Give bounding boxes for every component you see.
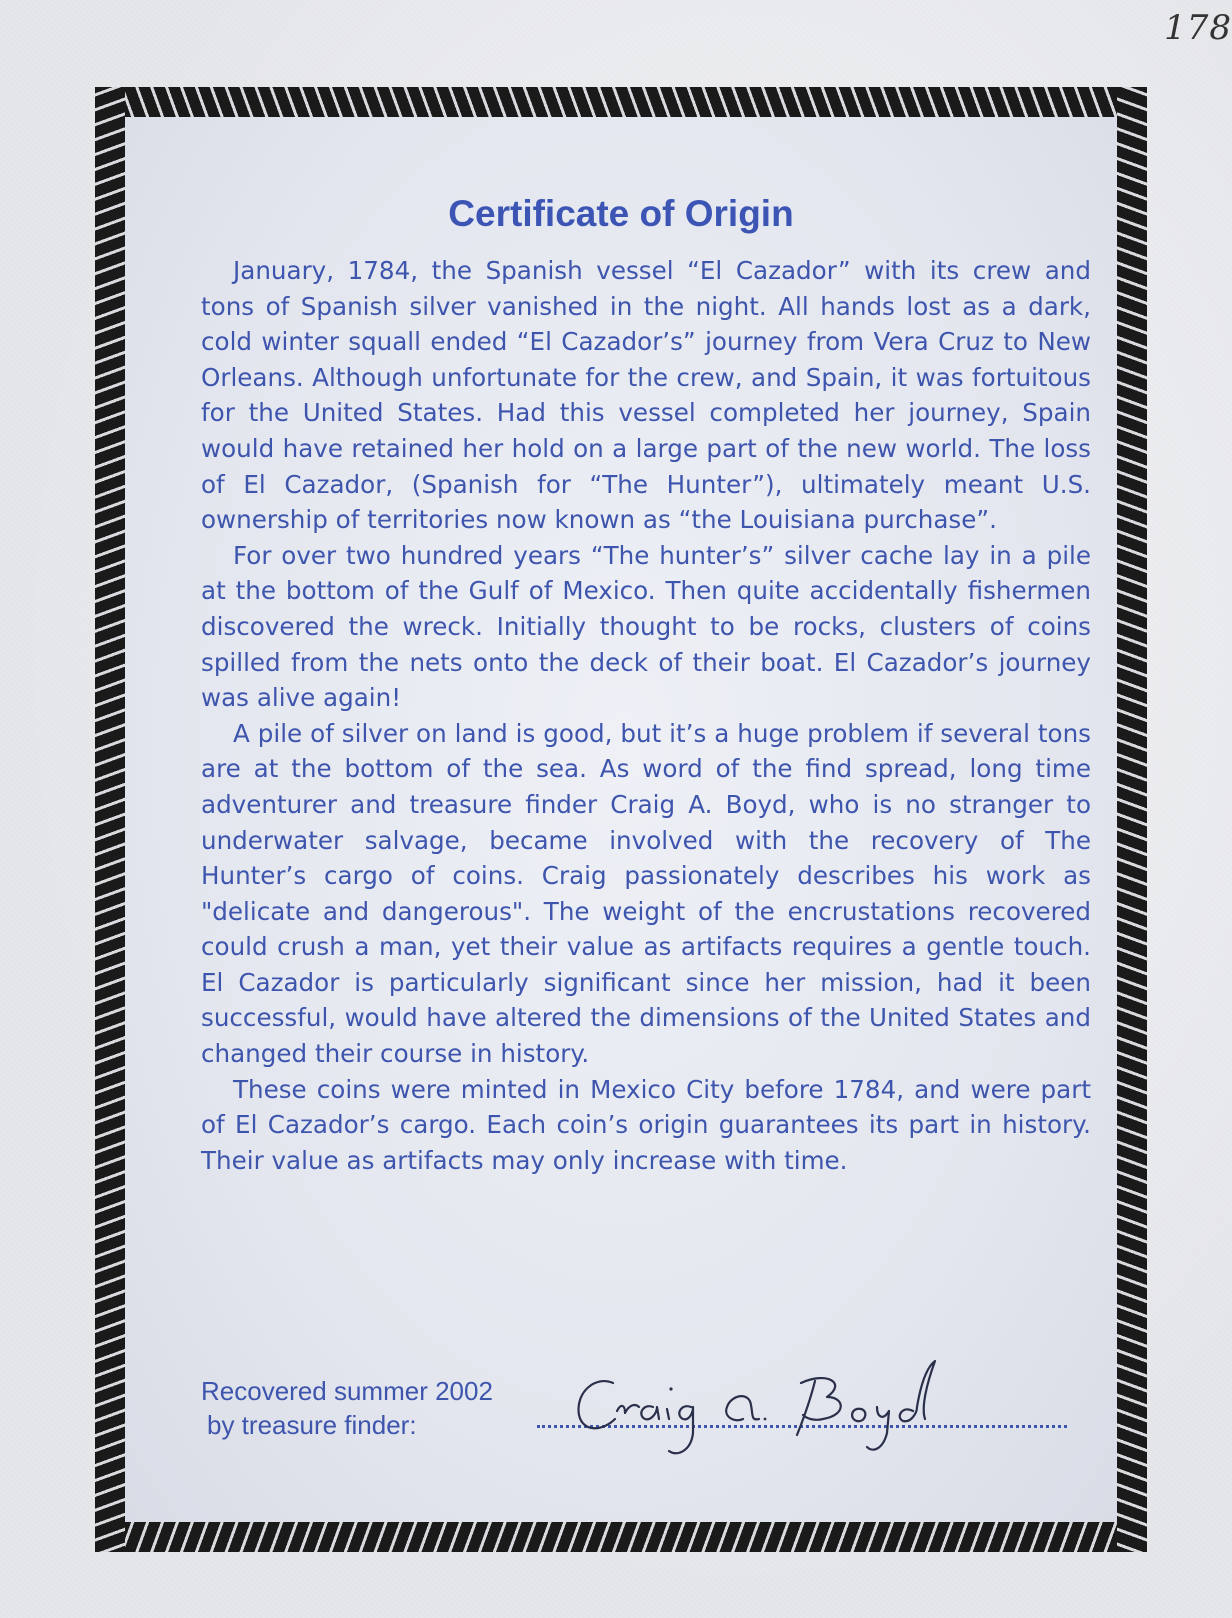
recovered-date-label: Recovered summer 2002 — [201, 1376, 493, 1406]
handwritten-corner-note: 178 — [1164, 8, 1232, 48]
handwritten-signature — [565, 1353, 1045, 1463]
paragraph-coins: These coins were minted in Mexico City before 1784, and were part of El Cazador’s cargo. Each coin’s origin guarantees its part in history. Their value as artifacts may only increase with time. — [201, 1074, 1091, 1175]
paragraph-discovery: For over two hundred years “The hunter’s” silver cache lay in a pile at the bottom of the Gulf of Mexico. Then quite accidentally fishermen discovered the wreck. Initially thought to be rocks, clusters of coins spilled from the nets onto the deck of their boat. El Cazador’s journey was alive again! — [201, 540, 1091, 713]
certificate-frame — [95, 87, 1147, 1552]
certificate-title: Certificate of Origin — [448, 193, 794, 234]
paragraph-history: January, 1784, the Spanish vessel “El Cazador” with its crew and tons of Spanish silver vanished in the night. All hands lost as a dark, cold winter squall ended “El Cazador’s” journey from Vera Cruz to New Orleans. Although unfortunate for the crew, and Spain, it was fortuitous for the United States. Had this vessel completed her journey, Spain would have retained her hold on a large part of the new world. The loss of El Cazador, (Spanish for “The Hunter”), ultimately meant U.S. ownership of territories now known as “the Louisiana purchase”. — [201, 256, 1091, 535]
certificate-text — [201, 253, 1091, 1178]
decorative-border-left — [95, 87, 125, 1552]
decorative-border-top — [95, 87, 1147, 117]
decorative-border-right — [1117, 87, 1147, 1552]
recovery-credit — [201, 1374, 493, 1442]
paragraph-recovery: A pile of silver on land is good, but it’s a huge problem if several tons are at the bottom of the sea. As word of the find spread, long time adventurer and treasure finder Craig A. Boyd, who is no stranger to underwater salvage, became involved with the recovery of The Hunter’s cargo of coins. Craig passionately describes his work as "delicate and dangerous". The weight of the encrustations recovered could crush a man, yet their value as artifacts requires a gentle touch. El Cazador is particularly significant since her mission, had it been successful, would have altered the dimensions of the United States and changed their course in history. — [201, 718, 1091, 1069]
certificate-body — [125, 117, 1117, 1522]
decorative-border-bottom — [95, 1522, 1147, 1552]
recovered-by-label: by treasure finder: — [207, 1410, 417, 1440]
